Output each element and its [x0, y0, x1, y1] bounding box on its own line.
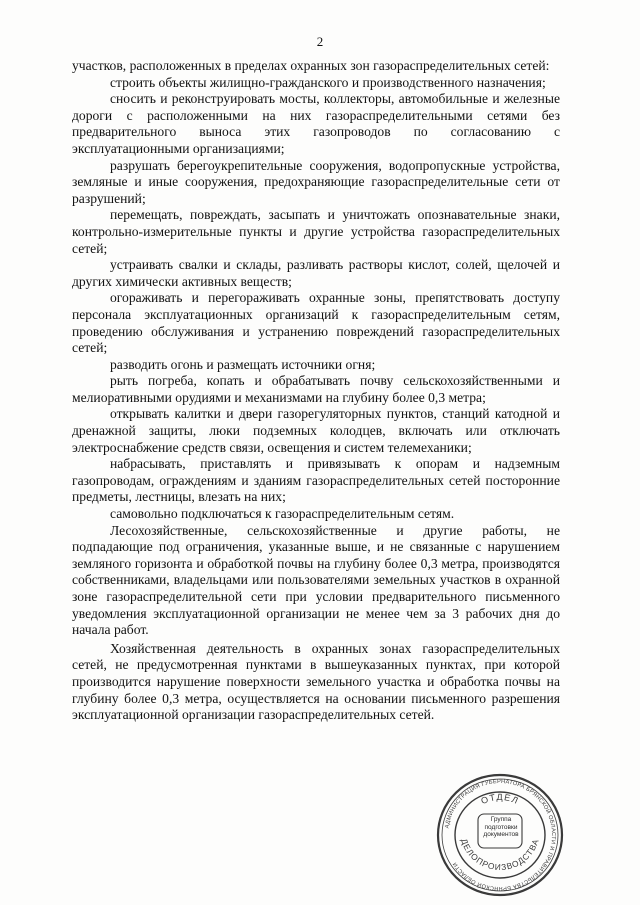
list-item: разводить огонь и размещать источники огня;	[110, 356, 376, 372]
list-item: устраивать свалки и склады, разливать растворы кислот, солей, щелочей и других химически активных веществ;	[72, 257, 560, 289]
paragraph-intro: участков, расположенных в пределах охранных зон газораспределительных сетей:	[72, 58, 550, 73]
list-item: рыть погреба, копать и обрабатывать почву сельскохозяйственными и мелиоративными орудиями и механизмами на глубину более 0,3 метра;	[72, 373, 560, 405]
office-stamp	[430, 770, 570, 900]
list-item: самовольно подключаться к газораспределительным сетям.	[110, 506, 455, 522]
list-item: разрушать берегоукрепительные сооружения, водопропускные устройства, земляные и иные сооружения, предохраняющие газораспределительные сети от разрушений;	[72, 157, 560, 206]
list-item: набрасывать, приставлять и привязывать к опорам и надземным газопроводам, ограждениям и зданиям газораспределительных сетей посторонние предметы, лестницы, влезать на них;	[72, 456, 560, 505]
svg-text:АДМИНИСТРАЦИЯ ГУБЕРНАТОРА БРЯН: АДМИНИСТРАЦИЯ ГУБЕРНАТОРА БРЯНСКОЙ ОБЛАСТИ И ПРАВИТЕЛЬСТВА БРЯНСКОЙ ОБЛАСТИ	[444, 778, 557, 892]
paragraph-works: Лесохозяйственные, сельскохозяйственные и другие работы, не подпадающие под ограничения, указанные выше, и не связанные с нарушением земляного горизонта и обработкой почвы на глубину более 0,3 метра, производятся собственниками, владельцами или пользователями земельных участков в охранной зоне газораспределительной сети при условии предварительного письменного уведомления эксплуатационной организации не менее чем за 3 рабочих дня до начала работ.	[72, 522, 560, 638]
stamp-center-text	[480, 816, 522, 839]
svg-text:ДЕЛОПРОИЗВОДСТВА: ДЕЛОПРОИЗВОДСТВА	[459, 837, 541, 873]
stamp-center-line: документов	[483, 831, 519, 838]
list-item: открывать калитки и двери газорегуляторных пунктов, станций катодной и дренажной защиты, люки подземных колодцев, включать или отключать электроснабжение средств связи, освещения и систем телемеханики;	[72, 406, 560, 455]
document-body	[72, 58, 560, 724]
paragraph-economic-activity: Хозяйственная деятельность в охранных зонах газораспределительных сетей, не предусмотренная пунктами в вышеуказанных пунктах, при которой производится нарушение поверхности земельного участка и обработка почвы на глубину более 0,3 метра, осуществляется на основании письменного разрешения эксплуатационной организации газораспределительных сетей.	[72, 640, 560, 723]
list-item: сносить и реконструировать мосты, коллекторы, автомобильные и железные дороги с расположенными на них газораспределительными сетями без предварительного выноса этих газопроводов по согласованию с эксплуатационными организациями;	[72, 91, 560, 156]
stamp-center-line: подготовки	[484, 823, 518, 831]
list-item: перемещать, повреждать, засыпать и уничтожать опознавательные знаки, контрольно-измерительные пункты и другие устройства газораспределительных сетей;	[72, 207, 560, 256]
page-number: 2	[316, 34, 324, 49]
list-item: строить объекты жилищно-гражданского и производственного назначения;	[110, 74, 546, 90]
svg-text:ОТДЕЛ: ОТДЕЛ	[479, 791, 521, 807]
list-item: огораживать и перегораживать охранные зоны, препятствовать доступу персонала эксплуатационных организаций к газораспределительным сетям, проведению обслуживания и устранению повреждений газораспределительных сетей;	[72, 290, 560, 356]
stamp-center-line: Группа	[490, 816, 512, 823]
